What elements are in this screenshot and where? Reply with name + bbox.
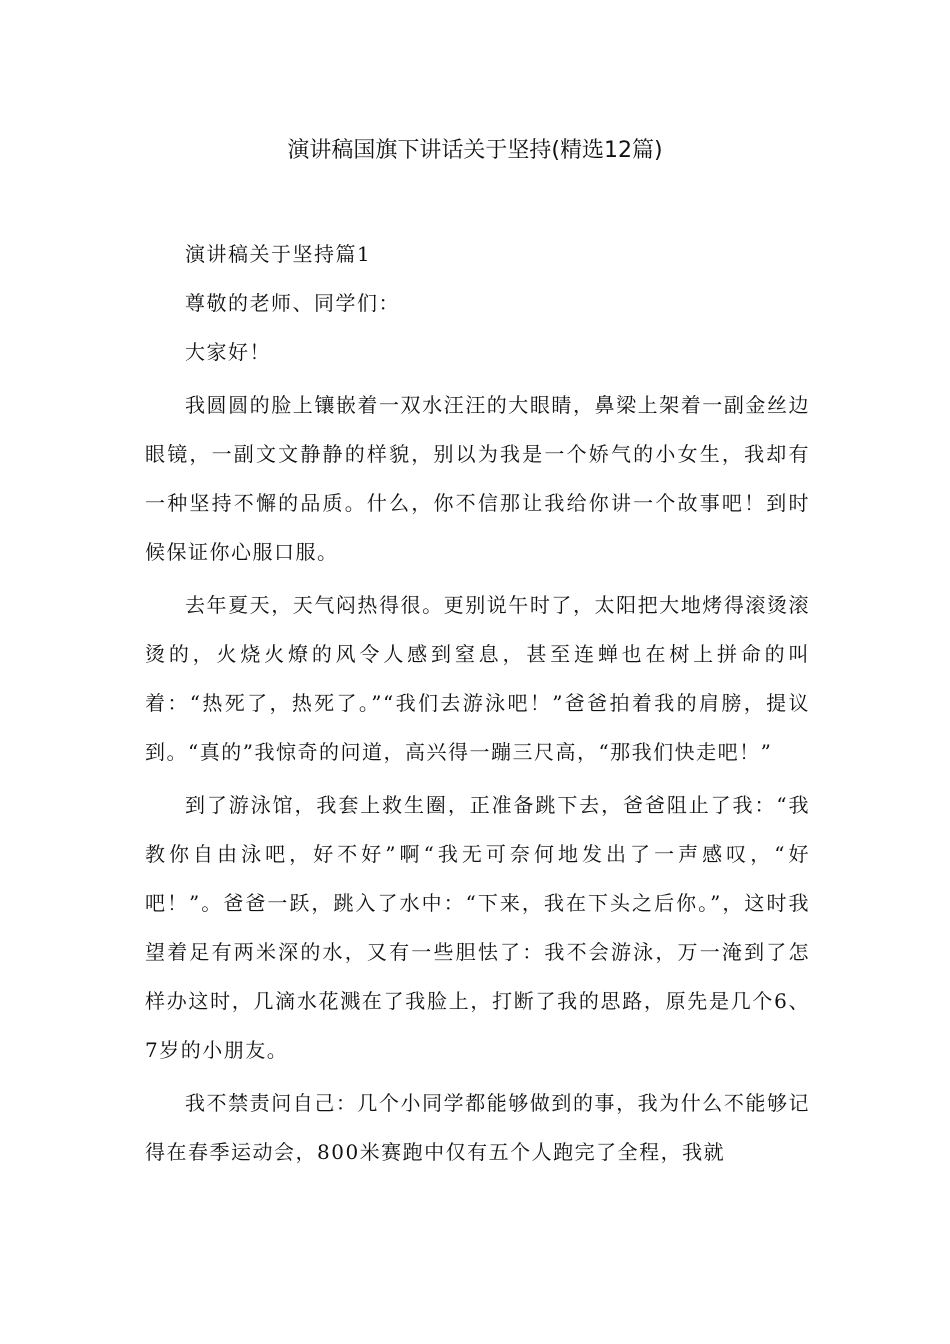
paragraph: 我不禁责问自己：几个小同学都能够做到的事，我为什么不能够记得在春季运动会，800米赛跑中仅有五个人跑完了全程，我就	[145, 1091, 810, 1164]
document-body	[145, 230, 810, 1177]
paragraph: 我圆圆的脸上镶嵌着一双水汪汪的大眼睛，鼻梁上架着一副金丝边眼镜，一副文文静静的样貌，别以为我是一个娇气的小女生，我却有一种坚持不懈的品质。什么，你不信那让我给你讲一个故事吧！到时候保证你心服口服。	[145, 393, 810, 564]
paragraph: 去年夏天，天气闷热得很。更别说午时了，太阳把大地烤得滚烫滚烫的，火烧火燎的风令人感到窒息，甚至连蝉也在树上拼命的叫着：“热死了，热死了。”“我们去游泳吧！”爸爸拍着我的肩膀，提议到。“真的”我惊奇的问道，高兴得一蹦三尺高，“那我们快走吧！”	[145, 593, 810, 764]
section-heading: 演讲稿关于坚持篇1	[185, 242, 372, 266]
document-title: 演讲稿国旗下讲话关于坚持(精选12篇)	[287, 138, 663, 163]
greeting: 大家好！	[185, 340, 271, 364]
paragraph: 到了游泳馆，我套上救生圈，正准备跳下去，爸爸阻止了我：“我教你自由泳吧，好不好”啊“我无可奈何地发出了一声感叹，“好吧！”。爸爸一跃，跳入了水中：“下来，我在下头之后你。”，这时我望着足有两米深的水，又有一些胆怯了：我不会游泳，万一淹到了怎样办这时，几滴水花溅在了我脸上，打断了我的思路，原先是几个6、7岁的小朋友。	[145, 793, 810, 1062]
salutation: 尊敬的老师、同学们：	[185, 291, 400, 315]
